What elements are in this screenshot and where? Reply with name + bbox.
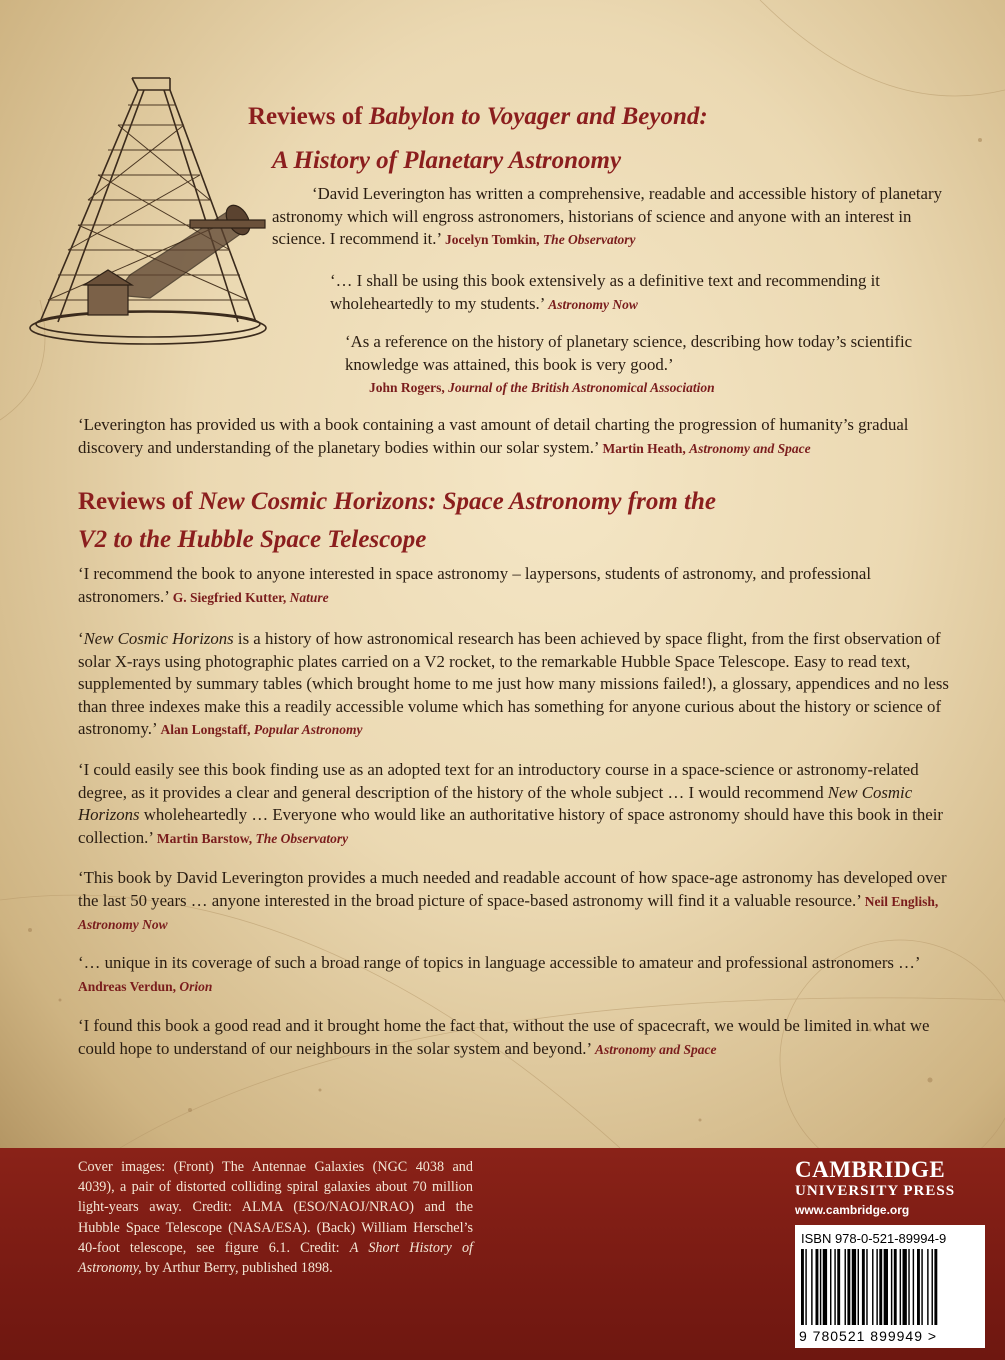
publisher-url: www.cambridge.org: [795, 1203, 910, 1217]
publisher-subtitle: UNIVERSITY PRESS: [795, 1183, 956, 1199]
barcode-bar: [837, 1249, 840, 1325]
review-item: ‘David Leverington has written a comprehensive, readable and accessible history of planetary astronomy which will engross astronomers, historians of science and anyone with an interest in science. I recommend it.’ Jocelyn Tomkin, The Observatory: [272, 184, 942, 248]
cover-credits: Cover images: (Front) The Antennae Galaxies (NGC 4038 and 4039), a pair of distorted colliding spiral galaxies about 70 million light-years away. Credit: ALMA (ESO/NAOJ/NRAO) and the Hubble Space Telescope (NASA/ESA). (Back) William Herschel’s 40-foot telescope, see figure 6.1. Credit: A Short History of Astronomy, by Arthur Berry, published 1898.: [78, 1159, 473, 1277]
publisher-name: CAMBRIDGE: [795, 1157, 946, 1182]
barcode-bar: [834, 1249, 835, 1325]
section1-heading: Reviews of Babylon to Voyager and Beyond:: [248, 103, 708, 130]
barcode-bar: [823, 1249, 827, 1325]
telescope-icon: [20, 60, 275, 350]
barcode-bar: [852, 1249, 856, 1325]
barcode-bar: [816, 1249, 819, 1325]
barcode-bar: [932, 1249, 933, 1325]
barcode-bar: [876, 1249, 877, 1325]
barcode-bar: [903, 1249, 907, 1325]
review-item: ‘Leverington has provided us with a book containing a vast amount of detail charting the progression of humanity’s gradual discovery and understanding of the planetary bodies within our solar system.’ Martin Heath, Astronomy and Space: [78, 415, 909, 457]
barcode-bar: [866, 1249, 867, 1325]
barcode-bar: [908, 1249, 909, 1325]
barcode-bar: [913, 1249, 914, 1325]
barcode-bar: [820, 1249, 821, 1325]
review-item: ‘I could easily see this book finding use as an adopted text for an introductory course in a space-science or astronomy-related degree, as it provides a clear and general description of the history of the whole subject … I would recommend New Cosmic Horizons wholeheartedly … Everyone who would like an authoritative history of space astronomy should have this book in their collection.’ Martin Barstow, The Observatory: [78, 760, 943, 847]
barcode-bar: [884, 1249, 888, 1325]
barcode-bar: [934, 1249, 937, 1325]
review-item: ‘This book by David Leverington provides a much needed and readable account of how space-age astronomy has developed over the last 50 years … anyone interested in the broad picture of space-based astronomy will find it a valuable resource.’ Neil English, Astronomy Now: [78, 868, 947, 932]
review-item: ‘… unique in its coverage of such a broad range of topics in language accessible to amateur and professional astronomers …’ Andreas Verdun, Orion: [78, 953, 920, 994]
section2-heading: Reviews of New Cosmic Horizons: Space Astronomy from the: [78, 488, 716, 515]
barcode-bar: [894, 1249, 897, 1325]
barcode-icon: [799, 1249, 981, 1327]
review-item: ‘… I shall be using this book extensively as a definitive text and recommending it wholeheartedly to my students.’ Astronomy Now: [330, 271, 880, 313]
isbn-label: ISBN 978-0-521-89994-9: [801, 1231, 947, 1246]
barcode-bar: [805, 1249, 806, 1325]
barcode-bar: [891, 1249, 892, 1325]
review-item: ‘As a reference on the history of planetary science, describing how today’s scientific knowledge was attained, this book is very good.’ John Rogers, Journal of the British Astronomical Association: [345, 332, 913, 395]
barcode-bar: [921, 1249, 922, 1325]
barcode-digits: 9 780521 899949 >: [799, 1328, 938, 1344]
review-item: ‘New Cosmic Horizons is a history of how astronomical research has been achieved by space flight, from the first observation of solar X-rays using photographic plates carried on a V2 rocket, to the remarkable Hubble Space Telescope. Easy to read text, supplemented by summary tables (which brought home to me just how many missions failed!), a glossary, appendices and no less than three indexes make this a readily accessible volume which has something for anyone curious about the history or science of astronomy.’ Alan Longstaff, Popular Astronomy: [78, 629, 949, 738]
barcode-bar: [879, 1249, 882, 1325]
review-item: ‘I recommend the book to anyone interested in space astronomy – laypersons, students of astronomy, and professional astronomers.’ G. Siegfried Kutter, Nature: [78, 564, 872, 606]
barcode-bar: [872, 1249, 873, 1325]
barcode-bar: [900, 1249, 901, 1325]
publisher-logo: [795, 1158, 985, 1218]
review-item: ‘I found this book a good read and it brought home the fact that, without the use of spacecraft, we would be limited in what we could hope to understand of our neighbours in the solar system and beyond.’ Astronomy and Space: [78, 1016, 930, 1058]
section1-heading-line2: A History of Planetary Astronomy: [272, 147, 622, 174]
barcode-bar: [858, 1249, 859, 1325]
barcode-panel: [795, 1225, 985, 1348]
barcode-bar: [830, 1249, 831, 1325]
barcode-bar: [845, 1249, 846, 1325]
barcode-bar: [847, 1249, 850, 1325]
barcode-bar: [801, 1249, 804, 1325]
barcode-bar: [862, 1249, 865, 1325]
section2-heading-line2: V2 to the Hubble Space Telescope: [78, 526, 427, 553]
barcode-bar: [917, 1249, 920, 1325]
barcode-bar: [811, 1249, 812, 1325]
barcode-bar: [927, 1249, 928, 1325]
